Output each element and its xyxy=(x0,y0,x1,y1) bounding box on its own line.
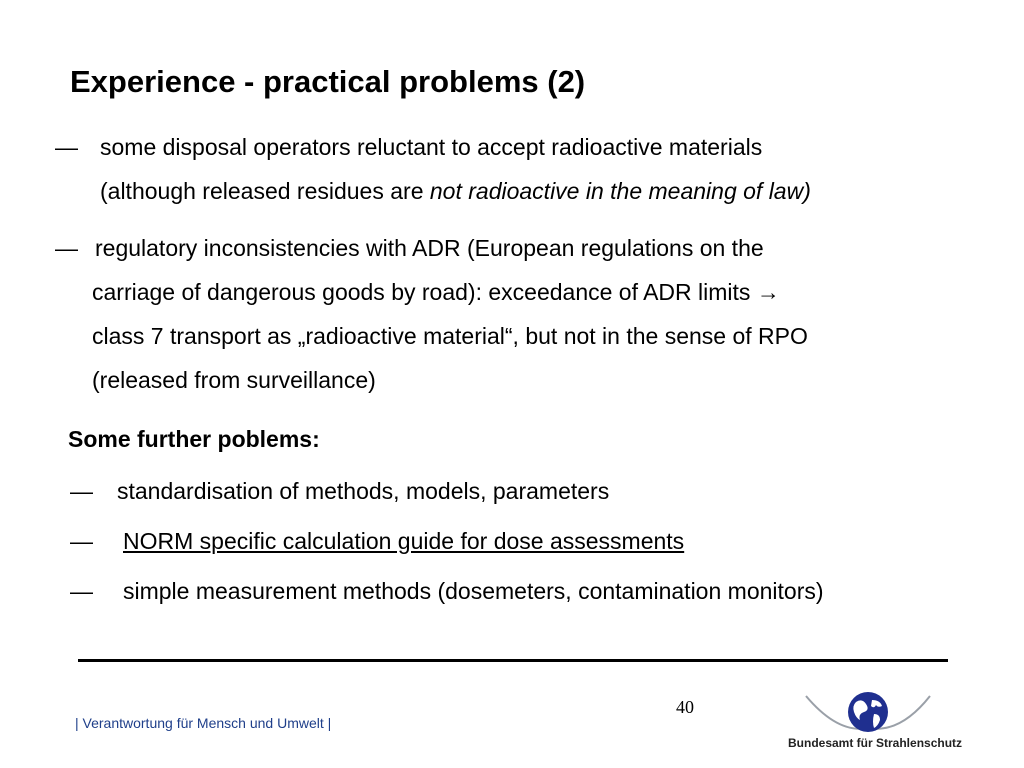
dash-bullet: — xyxy=(70,528,93,554)
bfs-logo xyxy=(788,688,963,758)
further-item-text: simple measurement methods (dosemeters, contamination monitors) xyxy=(123,578,824,604)
footer-tagline: | Verantwortung für Mensch und Umwelt | xyxy=(75,715,332,731)
arrow-right-icon: → xyxy=(756,279,780,305)
point-line xyxy=(55,270,808,314)
page-number: 40 xyxy=(676,697,694,717)
point-line xyxy=(55,169,811,213)
further-item xyxy=(70,528,684,555)
logo-text: Bundesamt für Strahlenschutz xyxy=(788,736,963,750)
point-text: carriage of dangerous goods by road): exceedance of ADR limits xyxy=(92,279,757,305)
point-line: regulatory inconsistencies with ADR (European regulations on the xyxy=(95,235,764,261)
horizontal-rule xyxy=(78,659,948,662)
further-item xyxy=(70,478,609,505)
dash-bullet: — xyxy=(55,134,78,160)
point-regulatory-inconsistencies xyxy=(55,226,808,402)
further-item-text-underlined: NORM specific calculation guide for dose assessments xyxy=(123,528,685,554)
slide-title: Experience - practical problems (2) xyxy=(70,64,586,99)
further-item-text: standardisation of methods, models, parameters xyxy=(117,478,610,504)
point-text-normal: (although released residues are xyxy=(100,178,430,204)
globe-icon xyxy=(788,688,948,738)
further-item xyxy=(70,578,824,605)
point-line: (released from surveillance) xyxy=(92,367,376,393)
point-text-italic: not radioactive in the meaning of law) xyxy=(429,178,811,204)
dash-bullet: — xyxy=(55,235,78,261)
further-problems-heading: Some further poblems: xyxy=(68,426,320,452)
dash-bullet: — xyxy=(70,578,93,604)
point-line: class 7 transport as „radioactive material“, but not in the sense of RPO xyxy=(92,323,808,349)
point-disposal-operators xyxy=(55,125,811,213)
point-line: some disposal operators reluctant to accept radioactive materials xyxy=(100,134,763,160)
dash-bullet: — xyxy=(70,478,93,504)
